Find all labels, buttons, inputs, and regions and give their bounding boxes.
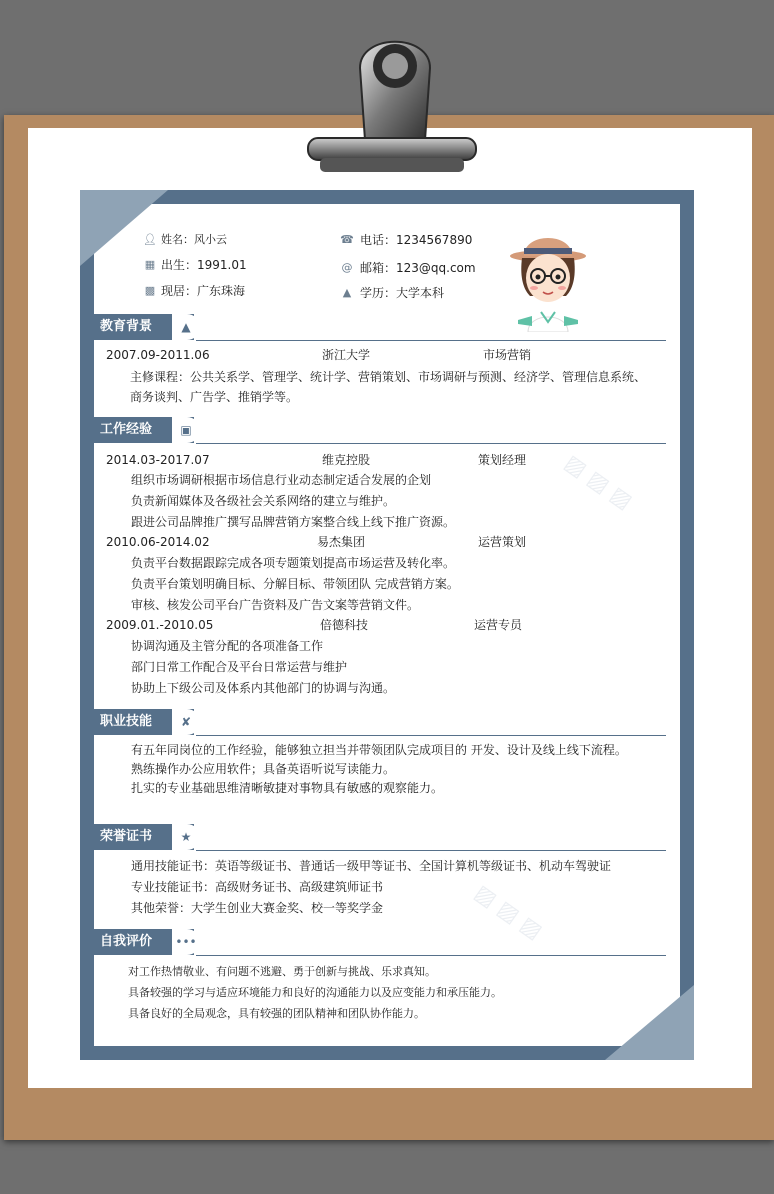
section-skills-title: 职业技能: [100, 714, 153, 729]
work-title: 运营策划: [478, 535, 527, 549]
work-duty: 跟进公司品牌推广撰写品牌营销方案整合线上线下推广资源。: [131, 515, 456, 529]
work-period: 2009.01.-2010.05: [106, 618, 214, 632]
edu-courses-line-2: 商务谈判、广告学、推销学等。: [130, 390, 299, 404]
section-education-title: 教育背景: [100, 319, 153, 334]
self-eval-item: 具备良好的全局观念，具有较强的团队精神和团队协作能力。: [128, 1007, 425, 1020]
trophy-icon: ★: [172, 824, 200, 850]
profile-education: 学历：大学本科: [360, 286, 445, 300]
frame-corner-bottom-right: [605, 985, 695, 1061]
user-icon: 👤︎: [143, 233, 157, 246]
work-duty: 负责平台策划明确目标、分解目标、带领团队 完成营销方案。: [131, 577, 459, 591]
edu-major: 市场营销: [483, 348, 532, 362]
edu-courses-line-1: 主修课程：公共关系学、管理学、统计学、营销策划、市场调研与预测、经济学、管理信息系统、: [130, 370, 647, 384]
phone-icon: ☎: [340, 233, 354, 246]
binder-clip-icon: [300, 28, 480, 178]
work-period: 2010.06-2014.02: [106, 535, 210, 549]
section-divider: [196, 955, 666, 956]
work-duty: 审核、核发公司平台广告资料及广告文案等营销文件。: [131, 598, 420, 612]
work-company: 易杰集团: [317, 535, 366, 549]
watermark: ▨ ▨ ▨: [559, 450, 637, 515]
profile-residence: 现居：广东珠海: [161, 284, 246, 298]
self-eval-item: 对工作热情敬业、有问题不逃避、勇于创新与挑战、乐求真知。: [128, 965, 436, 978]
avatar: [508, 226, 588, 332]
wrench-icon: ✘: [172, 709, 200, 735]
at-icon: @: [341, 261, 353, 274]
work-duty: 部门日常工作配合及平台日常运营与维护: [131, 660, 348, 674]
work-duty: 组织市场调研根据市场信息行业动态制定适合发展的企划: [131, 473, 432, 487]
section-divider: [196, 443, 666, 444]
work-title: 策划经理: [478, 453, 527, 467]
chat-bubble-icon: •••: [172, 929, 200, 955]
watermark: ▨ ▨ ▨: [469, 880, 547, 945]
honor-item: 专业技能证书：高级财务证书、高级建筑师证书: [131, 880, 384, 894]
profile-phone: 电话：1234567890: [360, 233, 473, 247]
work-company: 维克控股: [322, 453, 371, 467]
work-period: 2014.03-2017.07: [106, 453, 210, 467]
section-divider: [196, 850, 666, 851]
honor-item: 通用技能证书：英语等级证书、普通话一级甲等证书、全国计算机等级证书、机动车驾驶证: [131, 859, 612, 873]
building-icon: ▩: [144, 284, 156, 297]
calendar-icon: ▦: [144, 258, 156, 271]
self-eval-item: 具备较强的学习与适应环境能力和良好的沟通能力以及应变能力和承压能力。: [128, 986, 502, 999]
work-duty: 协助上下级公司及体系内其他部门的协调与沟通。: [131, 681, 396, 695]
section-divider: [196, 340, 666, 341]
skill-item: 有五年同岗位的工作经验，能够独立担当并带领团队完成项目的 开发、设计及线上线下流程。: [131, 743, 627, 757]
work-duty: 负责平台数据跟踪完成各项专题策划提高市场运营及转化率。: [131, 556, 456, 570]
work-company: 倍德科技: [320, 618, 369, 632]
work-title: 运营专员: [474, 618, 523, 632]
skill-item: 扎实的专业基础思维清晰敏捷对事物具有敏感的观察能力。: [131, 781, 444, 795]
section-honors-title: 荣誉证书: [100, 829, 153, 844]
graduation-cap-icon: ▲: [172, 314, 200, 340]
work-duty: 负责新闻媒体及各级社会关系网络的建立与维护。: [131, 494, 396, 508]
edu-school: 浙江大学: [322, 348, 371, 362]
briefcase-icon: ▣: [172, 417, 200, 443]
edu-period: 2007.09-2011.06: [106, 348, 210, 362]
skill-item: 熟练操作办公应用软件；具备英语听说写读能力。: [131, 762, 396, 776]
profile-name: 姓名：风小云: [161, 233, 227, 246]
graduation-cap-icon: ▲: [342, 286, 352, 299]
work-duty: 协调沟通及主管分配的各项准备工作: [131, 639, 324, 653]
section-work-title: 工作经验: [100, 422, 153, 437]
section-self-title: 自我评价: [100, 934, 153, 949]
profile-email: 邮箱：123@qq.com: [360, 261, 476, 275]
profile-birth: 出生：1991.01: [161, 258, 247, 272]
section-divider: [196, 735, 666, 736]
honor-item: 其他荣誉：大学生创业大赛金奖、校一等奖学金: [131, 901, 384, 915]
